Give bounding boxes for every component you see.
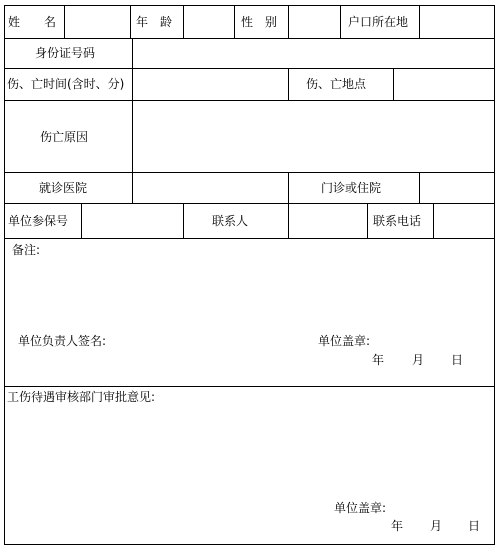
seal-label: 单位盖章: [318,334,371,348]
row-divider [5,238,494,239]
approval-label: 工伤待遇审核部门审批意见: [7,390,156,404]
approval-seal-label: 单位盖章: [334,501,387,515]
hukou-label: 户口所在地 [348,15,409,29]
cell-divider [433,203,434,238]
injury-place-label: 伤、亡地点 [306,77,367,91]
injury-cause-label: 伤亡原因 [40,130,89,144]
cell-divider [367,203,368,238]
cell-divider [288,68,289,100]
clinic-label: 门诊或住院 [321,181,382,195]
row-divider [5,68,494,69]
contact-phone-label: 联系电话 [373,214,422,228]
cell-divider [288,172,289,203]
cell-divider [419,172,420,203]
date-year: 年 [372,353,385,367]
remarks-label: 备注: [12,243,41,257]
name-label: 姓 名 [8,15,57,29]
date-day: 日 [451,353,464,367]
row-divider [5,172,494,173]
approval-date-month: 月 [430,519,443,533]
injury-report-form [4,5,495,545]
cell-divider [340,6,341,38]
cell-divider [183,6,184,38]
cell-divider [132,38,133,203]
cell-divider [288,6,289,38]
contact-person-label: 联系人 [212,214,249,228]
cell-divider [81,203,82,238]
hospital-label: 就诊医院 [39,181,88,195]
gender-label: 性 别 [241,15,278,29]
row-divider [5,100,494,101]
row-divider [5,38,494,39]
age-label: 年 龄 [136,15,173,29]
cell-divider [130,6,131,38]
signature-label: 单位负责人签名: [18,334,107,348]
row-divider [5,386,494,387]
cell-divider [419,6,420,38]
cell-divider [393,68,394,100]
cell-divider [183,203,184,238]
insurance-number-label: 单位参保号 [8,214,69,228]
date-month: 月 [412,353,425,367]
cell-divider [288,203,289,238]
id-number-label: 身份证号码 [35,46,96,60]
cell-divider [234,6,235,38]
approval-date-day: 日 [468,519,481,533]
row-divider [5,203,494,204]
injury-time-label: 伤、亡时间(含时、分) [7,77,125,91]
approval-date-year: 年 [391,519,404,533]
cell-divider [64,6,65,38]
